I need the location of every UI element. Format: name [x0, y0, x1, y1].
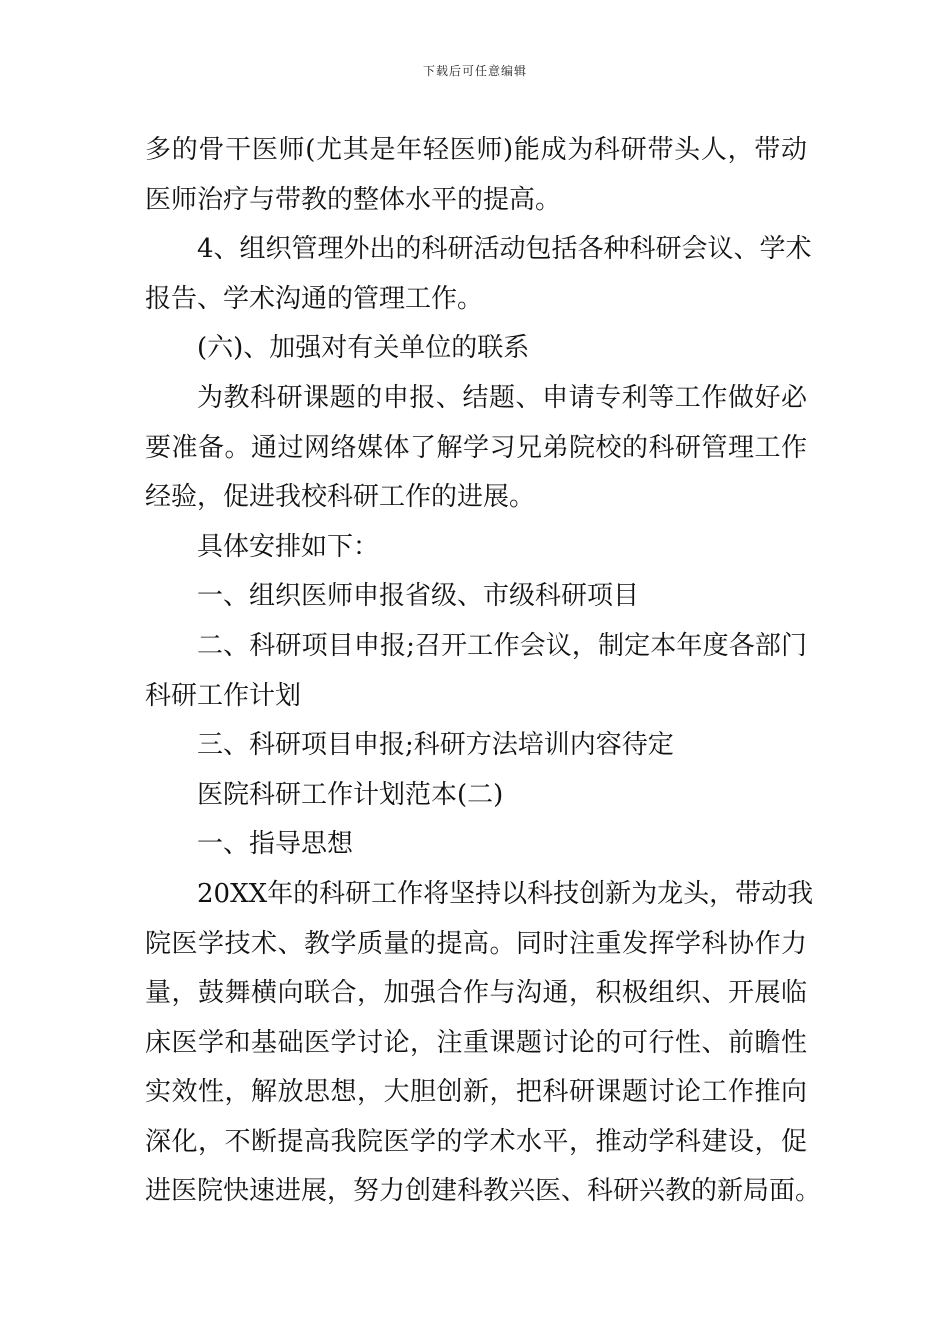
text-line: 三、科研项目申报;科研方法培训内容待定 — [197, 730, 674, 761]
section-heading — [145, 324, 807, 374]
text-line: 深化，不断提高我院医学的学术水平，推动学科建设，促 — [145, 1126, 807, 1157]
text-line: 为教科研课题的申报、结题、申请专利等工作做好必 — [197, 382, 807, 413]
list-item — [145, 721, 807, 771]
text-line: (六)、加强对有关单位的联系 — [197, 333, 530, 364]
list-item — [145, 572, 807, 622]
text-line: 经验，促进我校科研工作的进展。 — [145, 482, 536, 513]
paragraph — [145, 870, 822, 1217]
page-header: 下载后可任意编辑 — [422, 64, 527, 78]
text-line: 多的骨干医师(尤其是年轻医师)能成为科研带头人，带动 — [145, 135, 807, 165]
text-line: 科研工作计划 — [145, 680, 302, 711]
text-line: 二、科研项目申报;召开工作会议，制定本年度各部门 — [197, 630, 807, 661]
text-line: 床医学和基础医学讨论，注重课题讨论的可行性、前瞻性 — [145, 1027, 807, 1058]
text-line: 医院科研工作计划范本(二) — [197, 779, 504, 810]
text-line: 20XX年的科研工作将坚持以科技创新为龙头，带动我 — [197, 878, 814, 909]
paragraph — [145, 374, 807, 523]
paragraph — [145, 523, 807, 573]
text-line: 要准备。通过网络媒体了解学习兄弟院校的科研管理工作 — [145, 432, 807, 463]
text-line: 4、组织管理外出的科研活动包括各种科研会议、学术 — [197, 234, 812, 265]
paragraph — [145, 126, 807, 225]
section-title — [145, 771, 807, 821]
text-line: 量，鼓舞横向联合，加强合作与沟通，积极组织、开展临 — [145, 978, 807, 1009]
text-line: 具体安排如下： — [197, 531, 380, 562]
list-item — [145, 622, 807, 721]
text-line: 进医院快速进展，努力创建科教兴医、科研兴教的新局面。 — [145, 1176, 822, 1207]
text-line: 一、指导思想 — [197, 829, 354, 860]
document-body — [145, 126, 822, 1217]
text-line: 实效性，解放思想，大胆创新，把科研课题讨论工作推向 — [145, 1077, 807, 1108]
text-line: 报告、学术沟通的管理工作。 — [145, 283, 484, 314]
paragraph — [145, 225, 812, 324]
text-line: 医师治疗与带教的整体水平的提高。 — [145, 184, 562, 215]
text-line: 院医学技术、教学质量的提高。同时注重发挥学科协作力 — [145, 928, 807, 959]
text-line: 一、组织医师申报省级、市级科研项目 — [197, 581, 640, 612]
section-heading — [145, 820, 807, 870]
